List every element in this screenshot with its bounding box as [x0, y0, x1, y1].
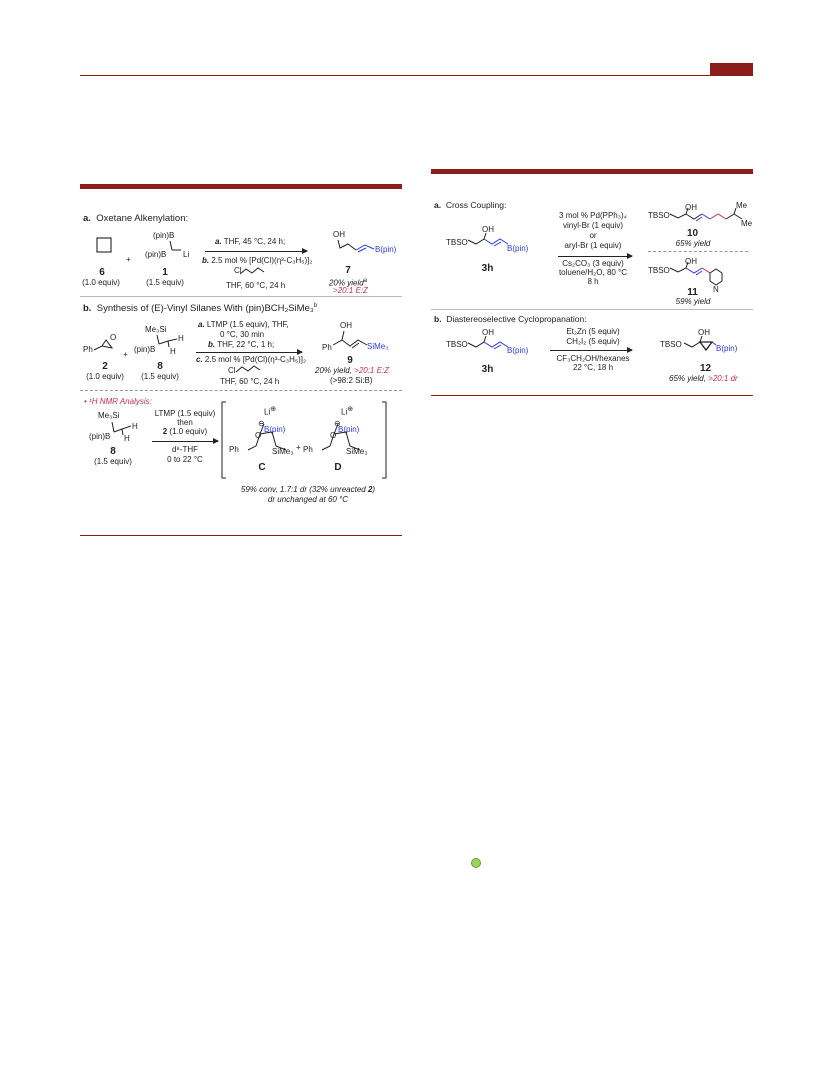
left-figure-bottom-rule: [80, 535, 402, 536]
green-dot-marker: [471, 858, 481, 868]
nmr-reagent-h2: H: [124, 434, 130, 443]
rb-arrow: [550, 350, 632, 351]
int-c-ph: Ph: [229, 445, 239, 454]
left-section-b-title: b. Synthesis of (E)-Vinyl Silanes With (pin)BCH₂SiMe₃$^b$: [83, 303, 318, 315]
ra-sm-bpin: B(pin): [507, 244, 529, 253]
ra-sm-oh: OH: [482, 225, 494, 234]
p10-me2: Me: [741, 219, 753, 228]
int-c-sime3: SiMe₃: [272, 447, 294, 456]
nmr-reagent-h1: H: [132, 422, 138, 431]
rb-sm-tbso: TBSO: [446, 340, 468, 349]
right-section-a-title: a. Cross Coupling:: [434, 200, 507, 210]
nmr-result-2: dr unchanged at 60 °C: [267, 495, 349, 504]
compound-8-equiv: (1.5 equiv): [141, 372, 179, 381]
rb-cond-3: CF₃CH₂OH/hexanes: [556, 354, 630, 363]
ra-sm-tbso: TBSO: [446, 238, 468, 247]
nmr-title: • ¹H NMR Analysis:: [84, 397, 152, 406]
p12-yield: 65% yield, >20:1 dr: [669, 374, 738, 383]
p12-tbso: TBSO: [660, 340, 682, 349]
compound-8-label: 8: [157, 361, 163, 372]
p12-oh: OH: [698, 328, 710, 337]
rb-sm-oh: OH: [482, 328, 494, 337]
reagent-8-me3si: Me₃Si: [145, 325, 167, 334]
reaction-arrow-a: [205, 251, 307, 252]
product-7-bpin: B(pin): [375, 245, 397, 254]
ra-sm-label: 3h: [481, 263, 494, 274]
rb-sm-bpin: B(pin): [507, 346, 529, 355]
nmr-reagent-bonds: [110, 421, 135, 437]
ra-arrow: [558, 256, 632, 257]
ra-cond-6: toluene/H₂O, 80 °C: [558, 268, 628, 277]
epoxide-o: O: [110, 333, 117, 342]
nmr-arrow: [152, 441, 218, 442]
b-cond-a: a. LTMP (1.5 equiv), THF,: [198, 320, 289, 329]
int-d-sime3: SiMe₃: [346, 447, 368, 456]
int-c-o: O: [255, 431, 262, 440]
ra-cond-3: or: [589, 231, 597, 240]
ra-cond-1: 3 mol % Pd(PPh₃)₄: [559, 211, 627, 220]
divider-b-nmr: [80, 390, 402, 391]
nmr-compound-8-equiv: (1.5 equiv): [94, 457, 132, 466]
ra-cond-7: 8 h: [587, 277, 599, 286]
compound-7-label: 7: [345, 265, 351, 276]
p10-tbso: TBSO: [648, 211, 670, 220]
int-c-bpin: B(pin): [264, 425, 286, 434]
compound-1-label: 1: [162, 267, 168, 278]
header-rule: [80, 75, 753, 76]
nmr-cond-3: 2 (1.0 equiv): [162, 427, 208, 436]
reagent-1-pinb-top: (pin)B: [153, 231, 175, 240]
product-9-ph: Ph: [322, 343, 332, 352]
product-7-yield: 20% yield$^a$: [328, 278, 368, 288]
product-7-oh: OH: [333, 230, 345, 239]
cond-a: a. THF, 45 °C, 24 h;: [215, 237, 286, 246]
b-cond-a2: 0 °C, 30 min: [220, 330, 265, 339]
b-allyl-chloride-bonds: [234, 364, 264, 374]
int-d-bpin: B(pin): [338, 425, 360, 434]
p10-yield: 65% yield: [675, 239, 711, 248]
rb-sm-label: 3h: [481, 364, 494, 375]
oxetane-structure: [90, 232, 120, 262]
product-9-yield: 20% yield, >20:1 E:Z: [315, 366, 390, 375]
left-section-a-title: a. Oxetane Alkenylation:: [83, 213, 189, 224]
right-figure-bottom-rule: [431, 395, 753, 396]
product-9-sib: (>98:2 Si:B): [330, 376, 373, 385]
reagent-8-h2: H: [170, 347, 176, 356]
allyl-chloride-bonds: [238, 266, 268, 276]
nmr-reagent-pinb: (pin)B: [89, 432, 111, 441]
nmr-result-1: 59% conv, 1.7:1 dr (32% unreacted 2): [240, 485, 376, 494]
left-figure-top-rule: [80, 184, 402, 189]
ra-cond-2: vinyl-Br (1 equiv): [562, 221, 623, 230]
ra-products-divider: [648, 251, 748, 252]
compound-2-label: 2: [102, 361, 108, 372]
int-d-o: O: [330, 431, 337, 440]
p11-n: N: [713, 285, 719, 294]
nmr-reagent-me3si: Me₃Si: [98, 411, 120, 420]
p10-label: 10: [686, 228, 699, 239]
product-9-oh: OH: [340, 321, 352, 330]
int-c-li: Li⊕: [264, 406, 277, 417]
compound-6-label: 6: [99, 267, 105, 278]
p11-yield: 59% yield: [675, 297, 711, 306]
int-d-minus: ⊖: [334, 419, 341, 428]
reagent-8-pinb: (pin)B: [134, 345, 156, 354]
cond-b: b. 2.5 mol % [Pd(Cl)(η³-C₃H₅)]₂: [202, 256, 313, 265]
nmr-cond-1: LTMP (1.5 equiv): [154, 409, 216, 418]
product-9-sime3: SiMe₃: [367, 342, 389, 351]
int-c-minus: ⊖: [258, 419, 265, 428]
cond-c: THF, 60 °C, 24 h: [226, 281, 286, 290]
p11-label: 11: [687, 287, 698, 298]
nmr-cond-4: d⁸-THF: [171, 445, 199, 454]
int-c-label: C: [258, 462, 266, 473]
p11-oh: OH: [685, 257, 697, 266]
nmr-cond-5: 0 to 22 °C: [167, 455, 203, 464]
plus-sign-b: +: [123, 350, 128, 359]
p12-bpin: B(pin): [716, 344, 738, 353]
b-cond-c: c. 2.5 mol % [Pd(Cl)(η³-C₃H₅)]₂: [196, 355, 307, 364]
nmr-compound-8-label: 8: [110, 446, 116, 457]
rb-cond-2: CH₂I₂ (5 equiv): [566, 337, 620, 346]
compound-1-equiv: (1.5 equiv): [146, 278, 184, 287]
compound-2-equiv: (1.0 equiv): [86, 372, 124, 381]
b-allyl-cl: Cl: [228, 366, 236, 375]
int-d-label: D: [334, 462, 342, 473]
reagent-1-li: Li: [183, 250, 190, 259]
epoxide-ph: Ph: [83, 345, 93, 354]
p11-tbso: TBSO: [648, 266, 670, 275]
p10-oh: OH: [685, 203, 697, 212]
int-d-ph: Ph: [303, 445, 313, 454]
reagent-8-bonds: [155, 334, 180, 350]
compound-9-label: 9: [347, 355, 353, 366]
nmr-cond-2: then: [177, 418, 193, 427]
intermediate-bracket: [220, 402, 390, 482]
reagent-1-pinb-left: (pin)B: [145, 250, 167, 259]
p12-label: 12: [699, 363, 712, 374]
compound-6-equiv: (1.0 equiv): [82, 278, 120, 287]
right-divider-a-b: [431, 309, 753, 310]
product-7-structure: [330, 238, 380, 258]
plus-sign: +: [126, 255, 131, 264]
int-d-li: Li⊕: [341, 406, 354, 417]
reagent-1-bonds: [166, 240, 186, 254]
rb-cond-4: 22 °C, 18 h: [572, 363, 614, 372]
epoxide-structure: [94, 338, 124, 354]
header-tab: [710, 63, 753, 76]
ra-cond-5: Cs₂CO₃ (3 equiv): [562, 259, 624, 268]
right-section-b-title: b. Diastereoselective Cyclopropanation:: [434, 314, 587, 324]
allyl-cl: Cl: [234, 266, 242, 275]
b-cond-b: b. THF, 22 °C, 1 h;: [208, 340, 275, 349]
product-7-ez: >20:1 E:Z: [333, 286, 368, 295]
right-figure-top-rule: [431, 169, 753, 174]
rb-cond-1: Et₂Zn (5 equiv): [566, 327, 620, 336]
reagent-8-h1: H: [178, 334, 184, 343]
reaction-arrow-b: [196, 352, 302, 353]
divider-a-b: [80, 296, 402, 297]
p10-me1: Me: [736, 201, 748, 210]
b-cond-d: THF, 60 °C, 24 h: [220, 377, 280, 386]
int-plus: +: [296, 443, 301, 452]
ra-cond-4: aryl-Br (1 equiv): [564, 241, 622, 250]
